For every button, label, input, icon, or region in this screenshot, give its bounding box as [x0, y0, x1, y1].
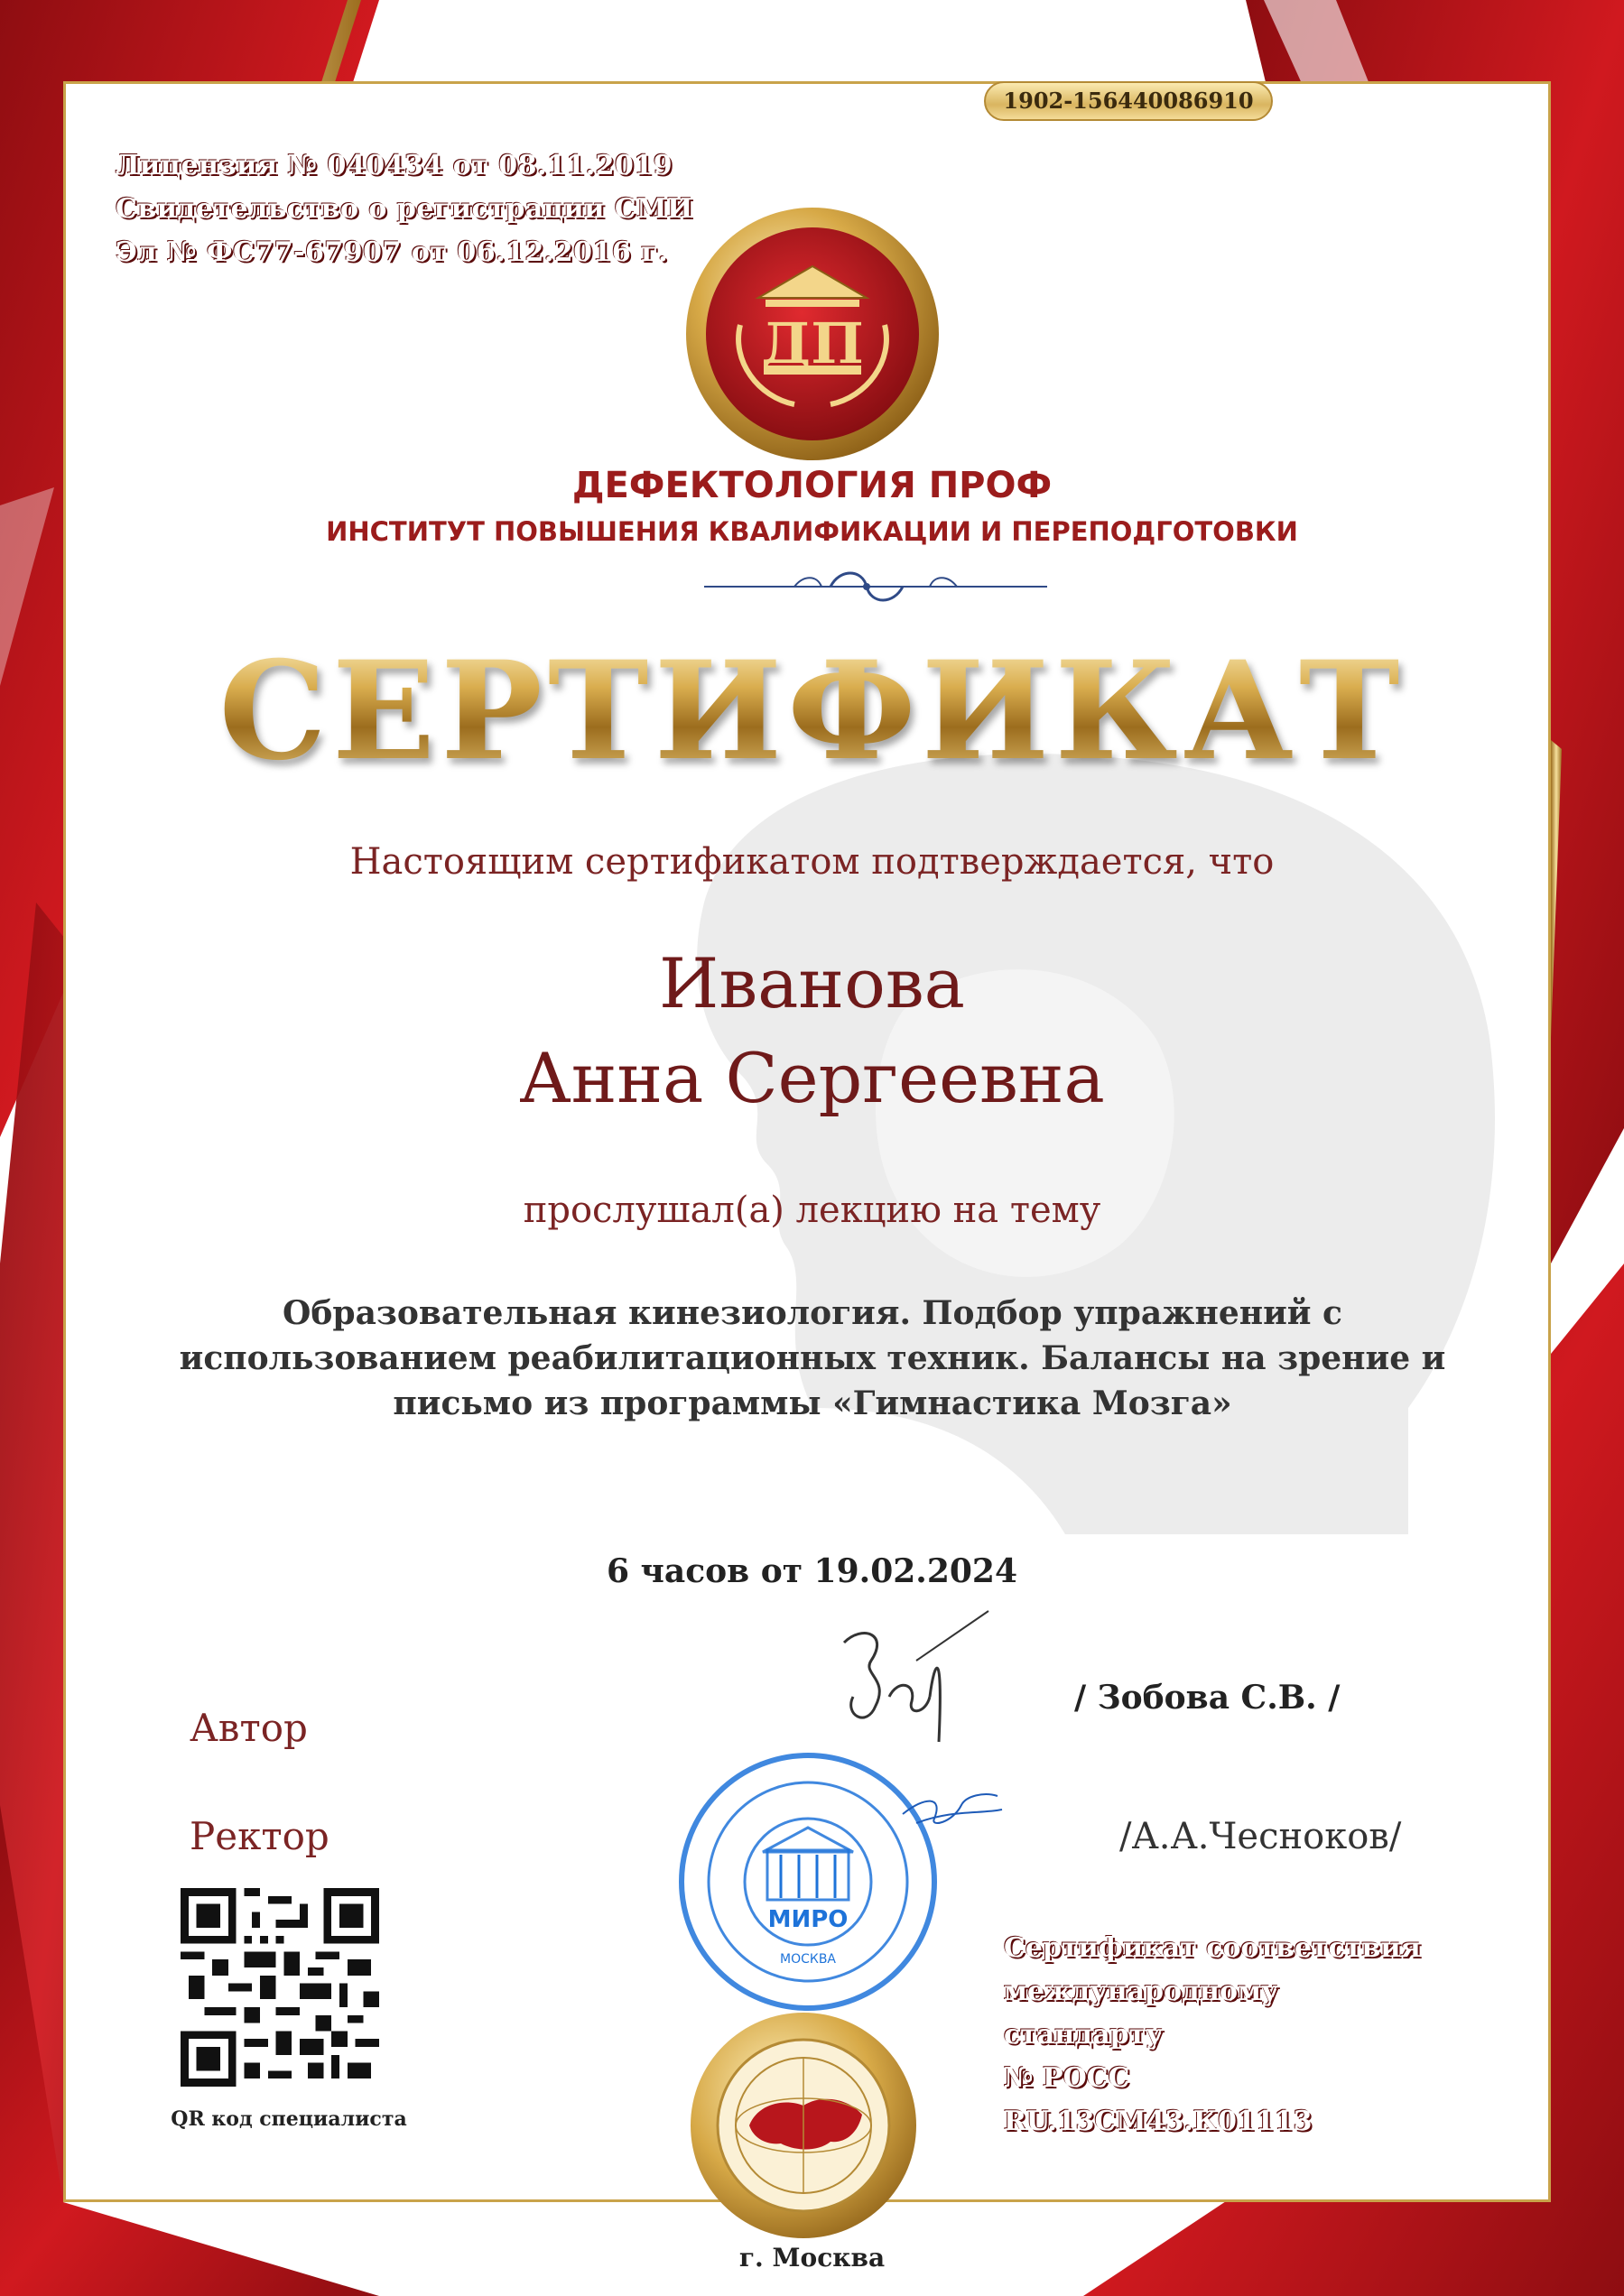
- organization-subtitle: ИНСТИТУТ ПОВЫШЕНИЯ КВАЛИФИКАЦИИ И ПЕРЕПОДГОТОВКИ: [326, 516, 1298, 547]
- city-name: г. Москва: [738, 2243, 886, 2273]
- author-signature: [826, 1606, 998, 1769]
- license-info: [116, 144, 693, 274]
- rector-name: /А.А.Чесноков/: [1119, 1816, 1402, 1857]
- conformity-line: № РОСС RU.13СМ43.К01113: [1004, 2062, 1313, 2137]
- institute-logo: [677, 199, 948, 469]
- registration-number: 1902-156440086910: [984, 81, 1273, 121]
- license-line: Свидетельство о регистрации СМИ: [116, 193, 693, 225]
- lecture-topic: Образовательная кинезиология. Подбор упражнений с использованием реабилитационных техник. Балансы на зрение и письмо из программы «Гимнастика Мозга»: [179, 1294, 1446, 1422]
- qr-label: QR код специалиста: [171, 2107, 407, 2131]
- listened-text: прослушал(а) лекцию на тему: [523, 1190, 1101, 1231]
- intro-text: Настоящим сертификатом подтверждается, что: [349, 841, 1275, 883]
- conformity-certificate: [1004, 1927, 1446, 2143]
- author-name: / Зобова С.В. /: [1074, 1679, 1341, 1717]
- rector-label: Ректор: [190, 1814, 329, 1858]
- ornament-divider: [686, 564, 1065, 609]
- recipient-given-names: Анна Сергеевна: [519, 1038, 1105, 1118]
- stamp-center-text: МИРО: [767, 1906, 849, 1933]
- conformity-line: международному стандарту: [1004, 1976, 1279, 2051]
- organization-name: ДЕФЕКТОЛОГИЯ ПРОФ: [571, 465, 1053, 506]
- rector-signature: [898, 1778, 1007, 1832]
- recipient-surname: Иванова: [659, 943, 965, 1023]
- hours-and-date: 6 часов от 19.02.2024: [606, 1552, 1018, 1590]
- certificate-title: СЕРТИФИКАТ: [0, 632, 1624, 791]
- certification-medal: [686, 2008, 921, 2243]
- author-label: Автор: [190, 1706, 308, 1750]
- specialist-qr-code[interactable]: [181, 1888, 379, 2087]
- license-line: Эл № ФС77-67907 от 06.12.2016 г.: [116, 236, 669, 268]
- license-line: Лицензия № 040434 от 08.11.2019: [116, 150, 673, 181]
- conformity-line: Сертификат соответствия: [1004, 1932, 1421, 1964]
- logo-letters: ДП: [761, 310, 864, 376]
- stamp-city-text: МОСКВА: [780, 1952, 836, 1967]
